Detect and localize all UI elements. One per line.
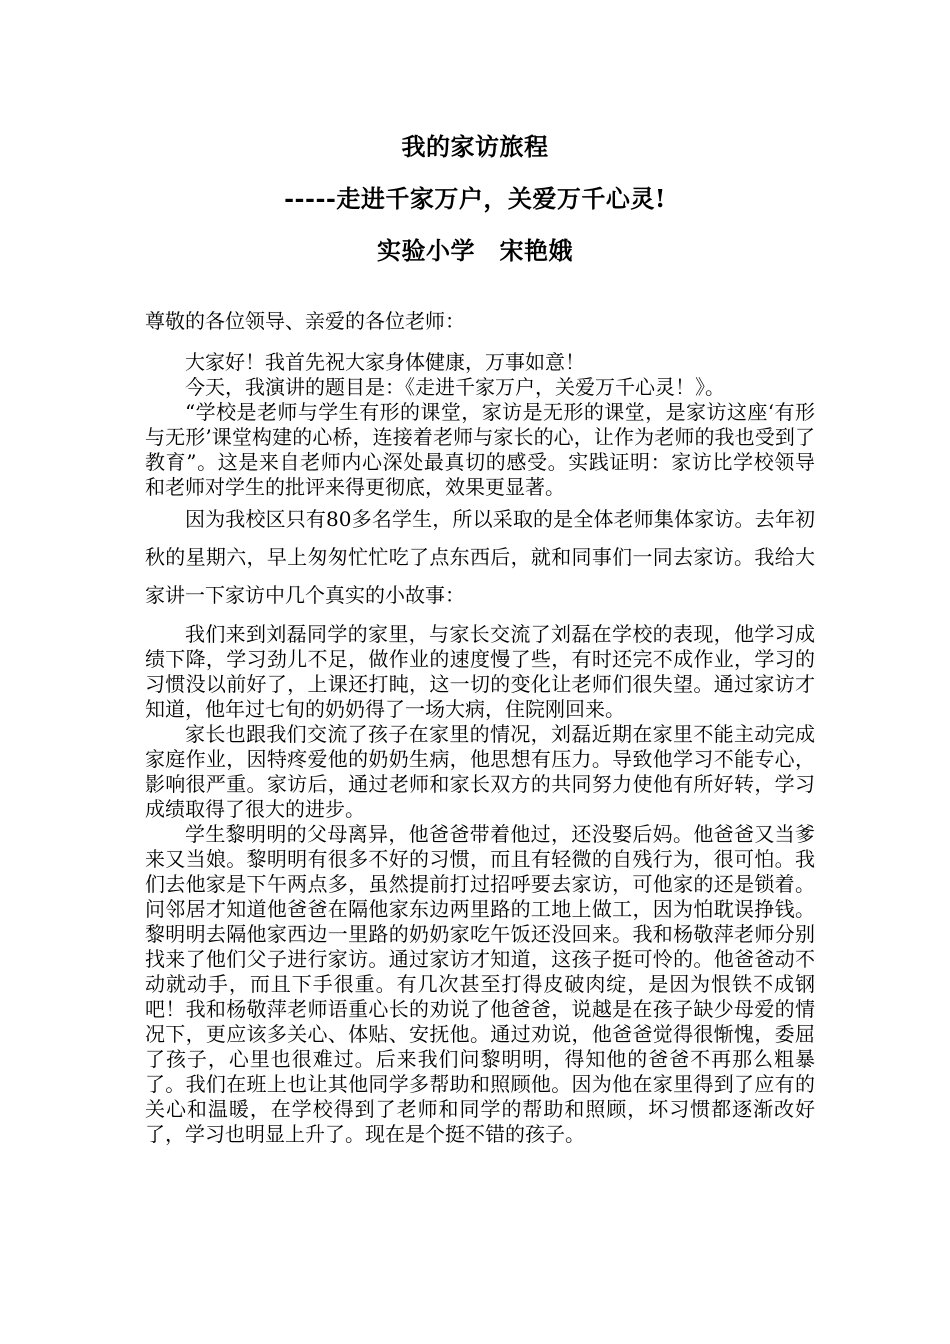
author-line: 实验小学 宋艳娥 [377,236,573,265]
paragraph-intro: 因为我校区只有80多名学生，所以采取的是全体老师集体家访。去年初秋的星期六，早上匆匆忙忙吃了点东西后，就和同事们一同去家访。我给大家讲一下家访中几个真实的小故事： [145,507,815,607]
document-body [145,309,815,1147]
salutation: 尊敬的各位领导、亲爱的各位老师： [145,309,465,333]
document-title: 我的家访旅程 [401,132,549,161]
paragraph-topic: 今天，我演讲的题目是：《走进千家万户，关爱万千心灵！》。 [185,375,725,399]
paragraph-story-limingming: 学生黎明明的父母离异，他爸爸带着他过，还没娶后妈。他爸爸又当爹来又当娘。黎明明有很多不好的习惯，而且有轻微的自残行为，很可怕。我们去他家是下午两点多，虽然提前打过招呼要去家访，可他家的还是锁着。问邻居才知道他爸爸在隔他家东边两里路的工地上做工，因为怕耽误挣钱。黎明明去隔他家西边一里路的奶奶家吃午饭还没回来。我和杨敬萍老师分别找来了他们父子进行家访。通过家访才知道，这孩子挺可怜的。他爸爸动不动就动手，而且下手很重。有几次甚至打得皮破肉绽，是因为恨铁不成钢吧！我和杨敬萍老师语重心长的劝说了他爸爸，说越是在孩子缺少母爱的情况下，更应该多关心、体贴、安抚他。通过劝说，他爸爸觉得很惭愧，委屈了孩子，心里也很难过。后来我们问黎明明，得知他的爸爸不再那么粗暴了。我们在班上也让其他同学多帮助和照顾他。因为他在家里得到了应有的关心和温暖，在学校得到了老师和同学的帮助和照顾，坏习惯都逐渐改好了，学习也明显上升了。现在是个挺不错的孩子。 [145,822,815,1146]
paragraph-quote: “学校是老师与学生有形的课堂，家访是无形的课堂，是家访这座‘有形与无形’课堂构建的心桥，连接着老师与家长的心，让作为老师的我也受到了教育”。这是来自老师内心深处最真切的感受。实践证明：家访比学校领导和老师对学生的批评来得更彻底，效果更显著。 [145,400,815,499]
document-subtitle: -----走进千家万户，关爱万千心灵! [284,184,666,213]
paragraph-greeting: 大家好！我首先祝大家身体健康，万事如意！ [185,350,585,374]
paragraph-story-liulei-parents: 家长也跟我们交流了孩子在家里的情况，刘磊近期在家里不能主动完成家庭作业，因特疼爱他的奶奶生病，他思想有压力。导致他学习不能专心，影响很严重。家访后，通过老师和家长双方的共同努力使他有所好转，学习成绩取得了很大的进步。 [145,722,815,821]
paragraph-story-liulei: 我们来到刘磊同学的家里，与家长交流了刘磊在学校的表现，他学习成绩下降，学习劲儿不足，做作业的速度慢了些，有时还完不成作业，学习的习惯没以前好了，上课还打盹，这一切的变化让老师们很失望。通过家访才知道，他年过七旬的奶奶得了一场大病，住院刚回来。 [145,622,815,721]
